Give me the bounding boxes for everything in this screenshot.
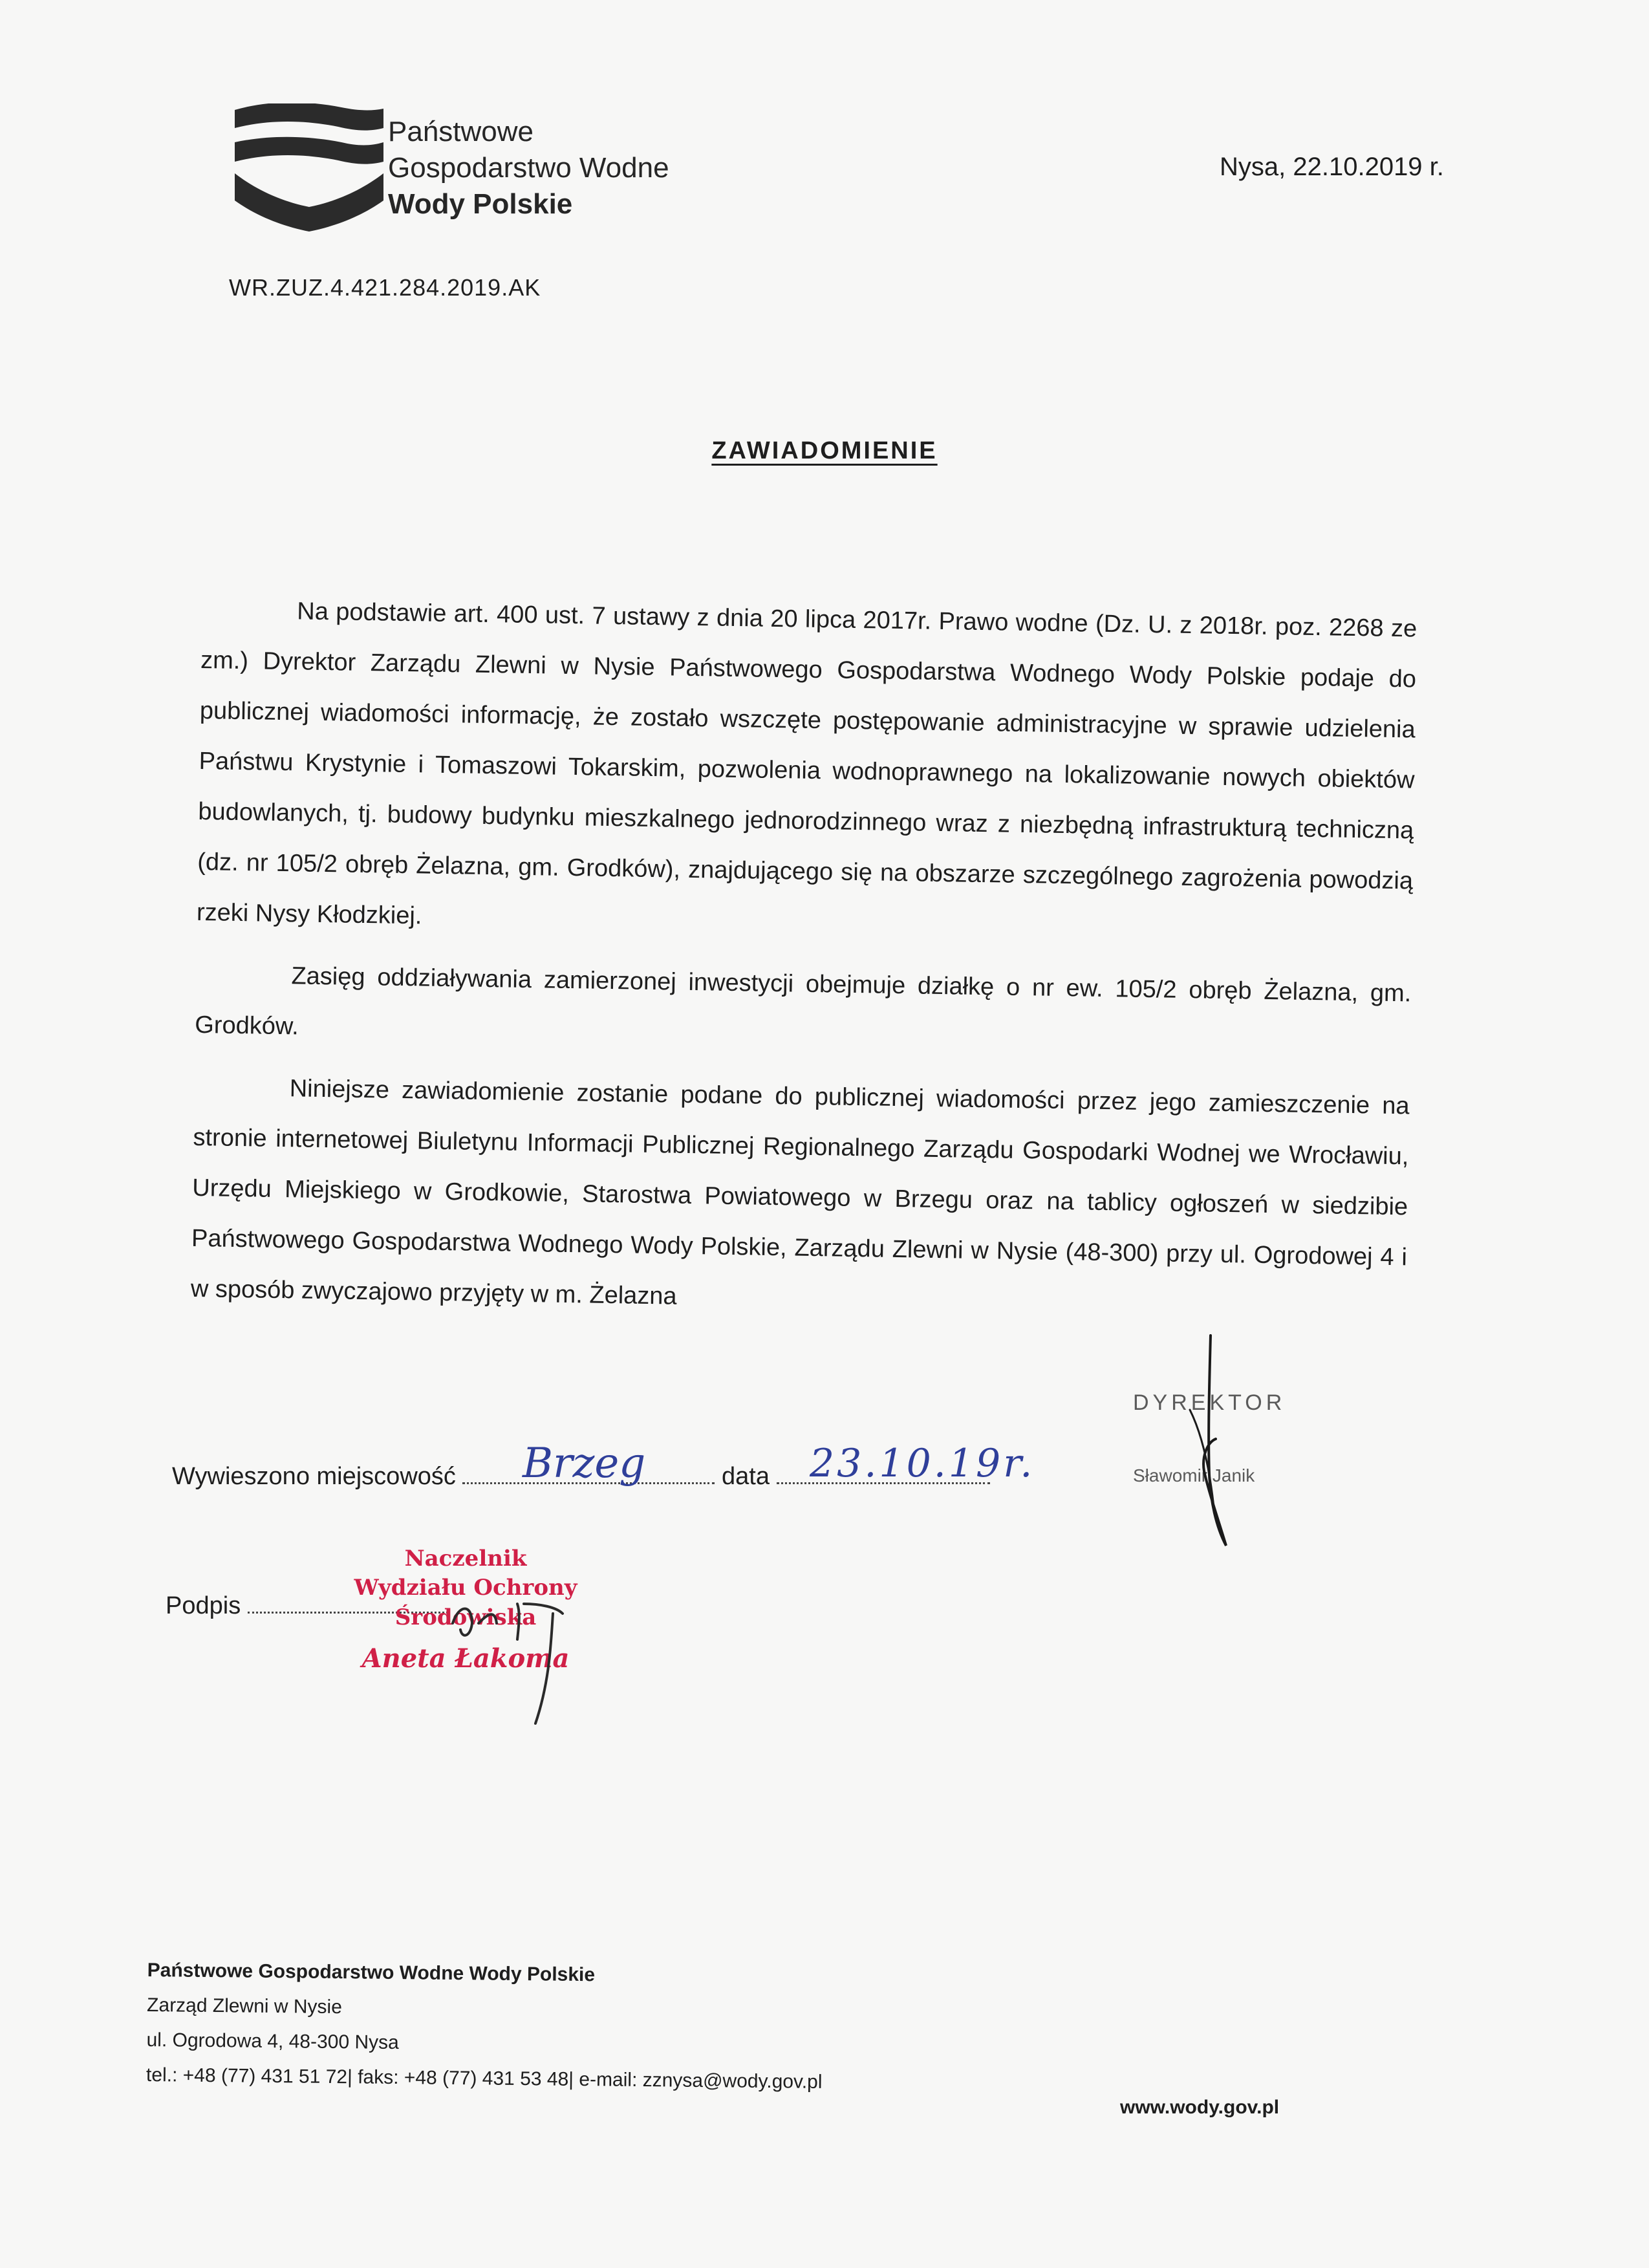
- body-paragraph-2: Zasięg oddziaływania zamierzonej inwestycji obejmuje działkę o nr ew. 105/2 obręb Żelazna, gm. Grodków.: [194, 962, 1412, 1041]
- footer-org: Państwowe Gospodarstwo Wodne Wody Polskie: [147, 1959, 596, 1986]
- handwritten-signature-icon: [446, 1578, 576, 1727]
- stamp-line-2: Wydziału Ochrony Środowiska: [354, 1575, 577, 1630]
- handwritten-place: Brzeg: [523, 1440, 646, 1487]
- body-paragraph-1: Na podstawie art. 400 ust. 7 ustawy z dnia 20 lipca 2017r. Prawo wodne (Dz. U. z 2018r. poz. 2268 ze zm.) Dyrektor Zarządu Zlewni w Nysie Państwowego Gospodarstwa Wodnego Wody Polskie podaje do publicznej wiadomości informację, że zostało wszczęte postępowanie administracyjne w sprawie udzielenia Państwu Krystynie i Tomaszowi Tokarskim, pozwolenia wodnoprawnego na lokalizowanie nowych obiektów budowlanych, tj. budowy budynku mieszkalnego jednorodzinnego wraz z niezbędną infrastrukturą techniczną (dz. nr 105/2 obręb Żelazna, gm. Grodków), znajdującego się na obszarze szczególnego zagrożenia powodzią rzeki Nysy Kłodzkiej.: [196, 598, 1417, 930]
- director-signature-icon: [1170, 1332, 1248, 1552]
- signature-position: DYREKTOR: [1133, 1390, 1286, 1415]
- document-title: [0, 437, 1649, 465]
- document-title-text: ZAWIADOMIENIE: [711, 437, 938, 464]
- footer-contact: tel.: +48 (77) 431 51 72| faks: +48 (77) 431 53 48| e-mail: zznysa@wody.gov.pl: [146, 2064, 823, 2093]
- posting-date-label: data: [722, 1463, 770, 1490]
- reference-number: WR.ZUZ.4.421.284.2019.AK: [229, 274, 541, 301]
- footer: [146, 1953, 824, 2100]
- org-line-2: Gospodarstwo Wodne: [388, 152, 669, 184]
- organization-name: [388, 114, 669, 222]
- signature-name: Sławomir Janik: [1133, 1465, 1255, 1485]
- footer-website: www.wody.gov.pl: [1120, 2097, 1280, 2118]
- handwritten-date: 23.10.19r.: [810, 1441, 1035, 1486]
- wody-polskie-logo-icon: [232, 103, 387, 236]
- footer-address: ul. Ogrodowa 4, 48-300 Nysa: [146, 2029, 399, 2054]
- stamp-line-1: Naczelnik: [404, 1546, 527, 1571]
- posting-place-label: Wywieszono miejscowość: [172, 1463, 456, 1490]
- org-line-3: Wody Polskie: [388, 188, 573, 220]
- body-paragraph-3: Niniejsze zawiadomienie zostanie podane do publicznej wiadomości przez jego zamieszczenie na stronie internetowej Biuletynu Informacji Publicznej Regionalnego Zarządu Gospodarki Wodnej we Wrocławiu, Urzędu Miejskiego w Grodkowie, Starostwa Powiatowego w Brzegu oraz na tablicy ogłoszeń w siedzibie Państwowego Gospodarstwa Wodnego Wody Polskie, Zarządu Zlewni w Nysie (48-300) przy ul. Ogrodowej 4 i w sposób zwyczajowo przyjęty w m. Żelazna: [190, 1075, 1410, 1310]
- footer-unit: Zarząd Zlewni w Nysie: [146, 1994, 343, 2018]
- signature-label: Podpis: [166, 1592, 241, 1619]
- place-date: Nysa, 22.10.2019 r.: [1220, 153, 1444, 181]
- org-line-1: Państwowe: [388, 116, 534, 147]
- stamp-line-3: Aneta Łakoma: [361, 1643, 570, 1674]
- document-body: [190, 585, 1417, 1345]
